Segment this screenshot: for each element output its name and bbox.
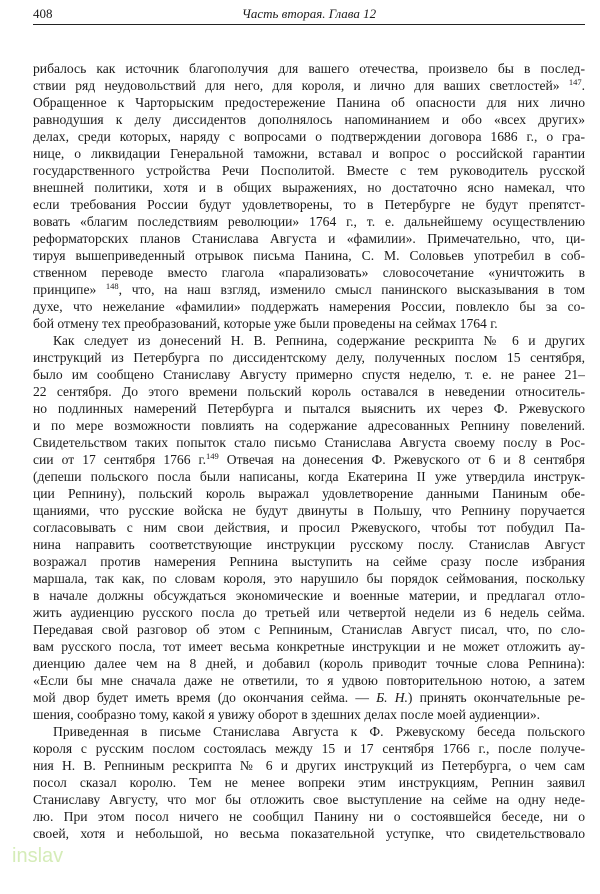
text-segment: государственного устройства Речи Посполитой. Вместе с тем руководитель русской (33, 163, 585, 178)
text-line (33, 162, 585, 179)
watermark: inslav (12, 845, 64, 867)
text-line (33, 230, 585, 247)
italic-initials: Б. Н. (376, 690, 408, 705)
text-line (33, 638, 585, 655)
text-segment: лю. При этом посол ничего не сообщил Панину ни о состоявшейся беседе, ни о (33, 809, 585, 824)
text-line (33, 604, 585, 621)
text-segment: диенцию далее чем на 8 дней, и добавил (король приводит точные слова Репнина): (33, 656, 585, 671)
text-line (33, 94, 585, 111)
text-line (33, 655, 585, 672)
text-line (33, 298, 585, 315)
text-segment: было им сообщено Станиславу Августу примерно спустя неделю, т. е. не ранее 21– (33, 367, 585, 382)
text-line (33, 757, 585, 774)
text-segment: реформаторских планов Станислава Августа и «фамилии». Примечательно, что, ци- (33, 231, 585, 246)
text-segment: делах, среди которых, наряду с вопросами о подтверждении договора 1686 г., о гра- (33, 129, 585, 144)
text-segment: нице, о ликвидации Генеральной таможни, вставал и вопрос о российской гарантии (33, 146, 585, 161)
text-segment: Свидетельством таких попыток стало письмо Станислава Августа своему послу в Рос- (33, 435, 585, 450)
text-segment: , что, на наш взгляд, изменило смысл панинского высказывания в том (118, 282, 585, 297)
text-segment: Приведенная в письме Станислава Августа к Ф. Ржевускому беседа польского (53, 724, 585, 739)
running-header (33, 4, 585, 25)
text-line (33, 349, 585, 366)
text-line (33, 587, 585, 604)
text-line (33, 740, 585, 757)
text-line (33, 553, 585, 570)
footnote-ref: 148 (105, 281, 119, 291)
text-line (33, 536, 585, 553)
text-line (33, 672, 585, 689)
text-line (33, 417, 585, 434)
text-segment: но подлинных намерений Петербурга и пытался выяснить их через Ф. Ржевуского (33, 401, 585, 416)
body-text (33, 60, 585, 842)
text-segment: своей, хотя и небольшой, но весьма показательной уступке, что свидетельствовало (33, 826, 585, 841)
text-segment: ния Н. В. Репниным рескрипта № 6 и других инструкций из Петербурга, о чем сам (33, 758, 585, 773)
text-line (33, 332, 585, 349)
footnote-ref: 147 (568, 77, 582, 87)
footnote-ref: 149 (205, 451, 219, 461)
text-segment: ствии ряд неудовольствий для него, для короля, и лично для ваших светлостей» (33, 78, 569, 93)
text-segment: вовать «благим последствиям революции» 1764 г., т. е. дальнейшему осуществлению (33, 214, 585, 229)
text-segment: внешней политики, хотя и в общих выражениях, но достаточно ясно намекал, что (33, 180, 585, 195)
text-line (33, 145, 585, 162)
text-line (33, 196, 585, 213)
text-line (33, 213, 585, 230)
text-line (33, 825, 585, 842)
text-line (33, 468, 585, 485)
text-segment: возражал против намерения Репнина выступить на сейме сразу после избрания (33, 554, 585, 569)
text-segment: Отвечая на донесения Ф. Ржевуского от 6 и 8 сентября (218, 452, 585, 467)
text-segment: нина направить соответствующие инструкции русскому послу. Станислав Август (33, 537, 585, 552)
text-line (33, 247, 585, 264)
text-segment: 22 сентября. До этого времени польский король оставался в неведении относитель- (33, 384, 585, 399)
text-segment: если требования России будут удовлетворены, то в Петербурге не будут препятст- (33, 197, 585, 212)
text-segment: рибалось как источник благополучия для вашего отечества, произвело бы в послед- (33, 61, 585, 76)
text-segment: и по мере возможности повлиять на содержание адресованных Репнину повелений. (33, 418, 585, 433)
text-line (33, 434, 585, 451)
text-line (33, 689, 585, 706)
text-line (33, 502, 585, 519)
text-segment: короля с русским послом состоялась между 15 и 17 сентября 1766 г., после получе- (33, 741, 585, 756)
text-line (33, 179, 585, 196)
text-line (33, 264, 585, 281)
text-segment: инструкций из Петербурга по диссидентскому делу, полученных послом 15 сентября, (33, 350, 585, 365)
text-line (33, 774, 585, 791)
text-segment: вам русского посла, тот имеет весьма конкретные инструкции и не может отложить ау- (33, 639, 585, 654)
text-line (33, 60, 585, 77)
text-line (33, 111, 585, 128)
text-segment: сии от 17 сентября 1766 г. (33, 452, 206, 467)
text-segment: согласовывать с ним свои действия, и просил Ржевуского, чтобы тот побудил Па- (33, 520, 585, 535)
text-segment: (депеши польского посла были написаны, когда Екатерина II уже утвердила инструк- (33, 469, 585, 484)
text-segment: бой отмену тех преобразований, которые уже были проведены на сеймах 1764 г. (33, 316, 498, 331)
text-line (33, 315, 585, 332)
text-segment: ) принять окончательные ре- (407, 690, 585, 705)
text-segment: шения, сообразно тому, какой я увижу оборот в здешних делах после моей аудиенции». (33, 707, 541, 722)
text-segment: Станиславу Августу, что мог бы отложить свое выступление на сейме на одну неде- (33, 792, 585, 807)
text-segment: Передавая свой разговор об этом с Репниным, Станислав Август писал, что, по сло- (33, 622, 585, 637)
text-segment: мой двор будет иметь время (до окончания сейма. — (33, 690, 377, 705)
text-line (33, 723, 585, 740)
text-line (33, 706, 585, 723)
text-segment: «Если бы мне сначала даже не ответили, то я удвою повторительною нотою, а затем (33, 673, 585, 688)
text-segment: маршала, так как, по словам короля, это нарушило бы порядок сеймования, поскольку (33, 571, 585, 586)
text-segment: принципе» (33, 282, 106, 297)
text-line (33, 366, 585, 383)
text-line (33, 570, 585, 587)
text-segment: ции Репнину), польский король выражал удовлетворение данными Паниным обе- (33, 486, 585, 501)
text-line (33, 281, 585, 298)
text-line (33, 808, 585, 825)
running-title: Часть вторая. Глава 12 (241, 6, 377, 21)
text-line (33, 128, 585, 145)
text-segment: равнодушия к делу диссидентов дополнялось напоминанием и обо «всех других» (33, 112, 585, 127)
text-segment: посол сказал королю. Тем не менее вопреки этим инструкциям, Репнин заявил (33, 775, 585, 790)
text-line (33, 485, 585, 502)
text-segment: жить аудиенцию русского посла до третьей или четвертой недели из 6 недель сейма. (33, 605, 585, 620)
text-line (33, 451, 585, 468)
text-segment: . (581, 78, 585, 93)
text-segment: в начале должны обсуждаться экономические и военные материи, и предлагал отло- (33, 588, 585, 603)
text-line (33, 77, 585, 94)
text-segment: щаниями, что русские войска не будут двинуты в Польшу, что Репнину поручается (33, 503, 585, 518)
text-segment: духе, что нежелание «фамилии» поддержать намерения России, повлекло бы за со- (33, 299, 585, 314)
text-line (33, 400, 585, 417)
text-line (33, 519, 585, 536)
text-line (33, 383, 585, 400)
text-segment: тируя вышеприведенный отрывок письма Панина, С. М. Соловьев употребил в соб- (33, 248, 585, 263)
page-number: 408 (33, 6, 53, 21)
text-line (33, 621, 585, 638)
text-segment: Обращенное к Чарторыским предостережение Панина об опасности для них лично (33, 95, 585, 110)
text-segment: ственном переводе вместо глагола «парализовать» словосочетание «уничтожить в (33, 265, 585, 280)
text-segment: Как следует из донесений Н. В. Репнина, содержание рескрипта № 6 и других (53, 333, 585, 348)
text-line (33, 791, 585, 808)
